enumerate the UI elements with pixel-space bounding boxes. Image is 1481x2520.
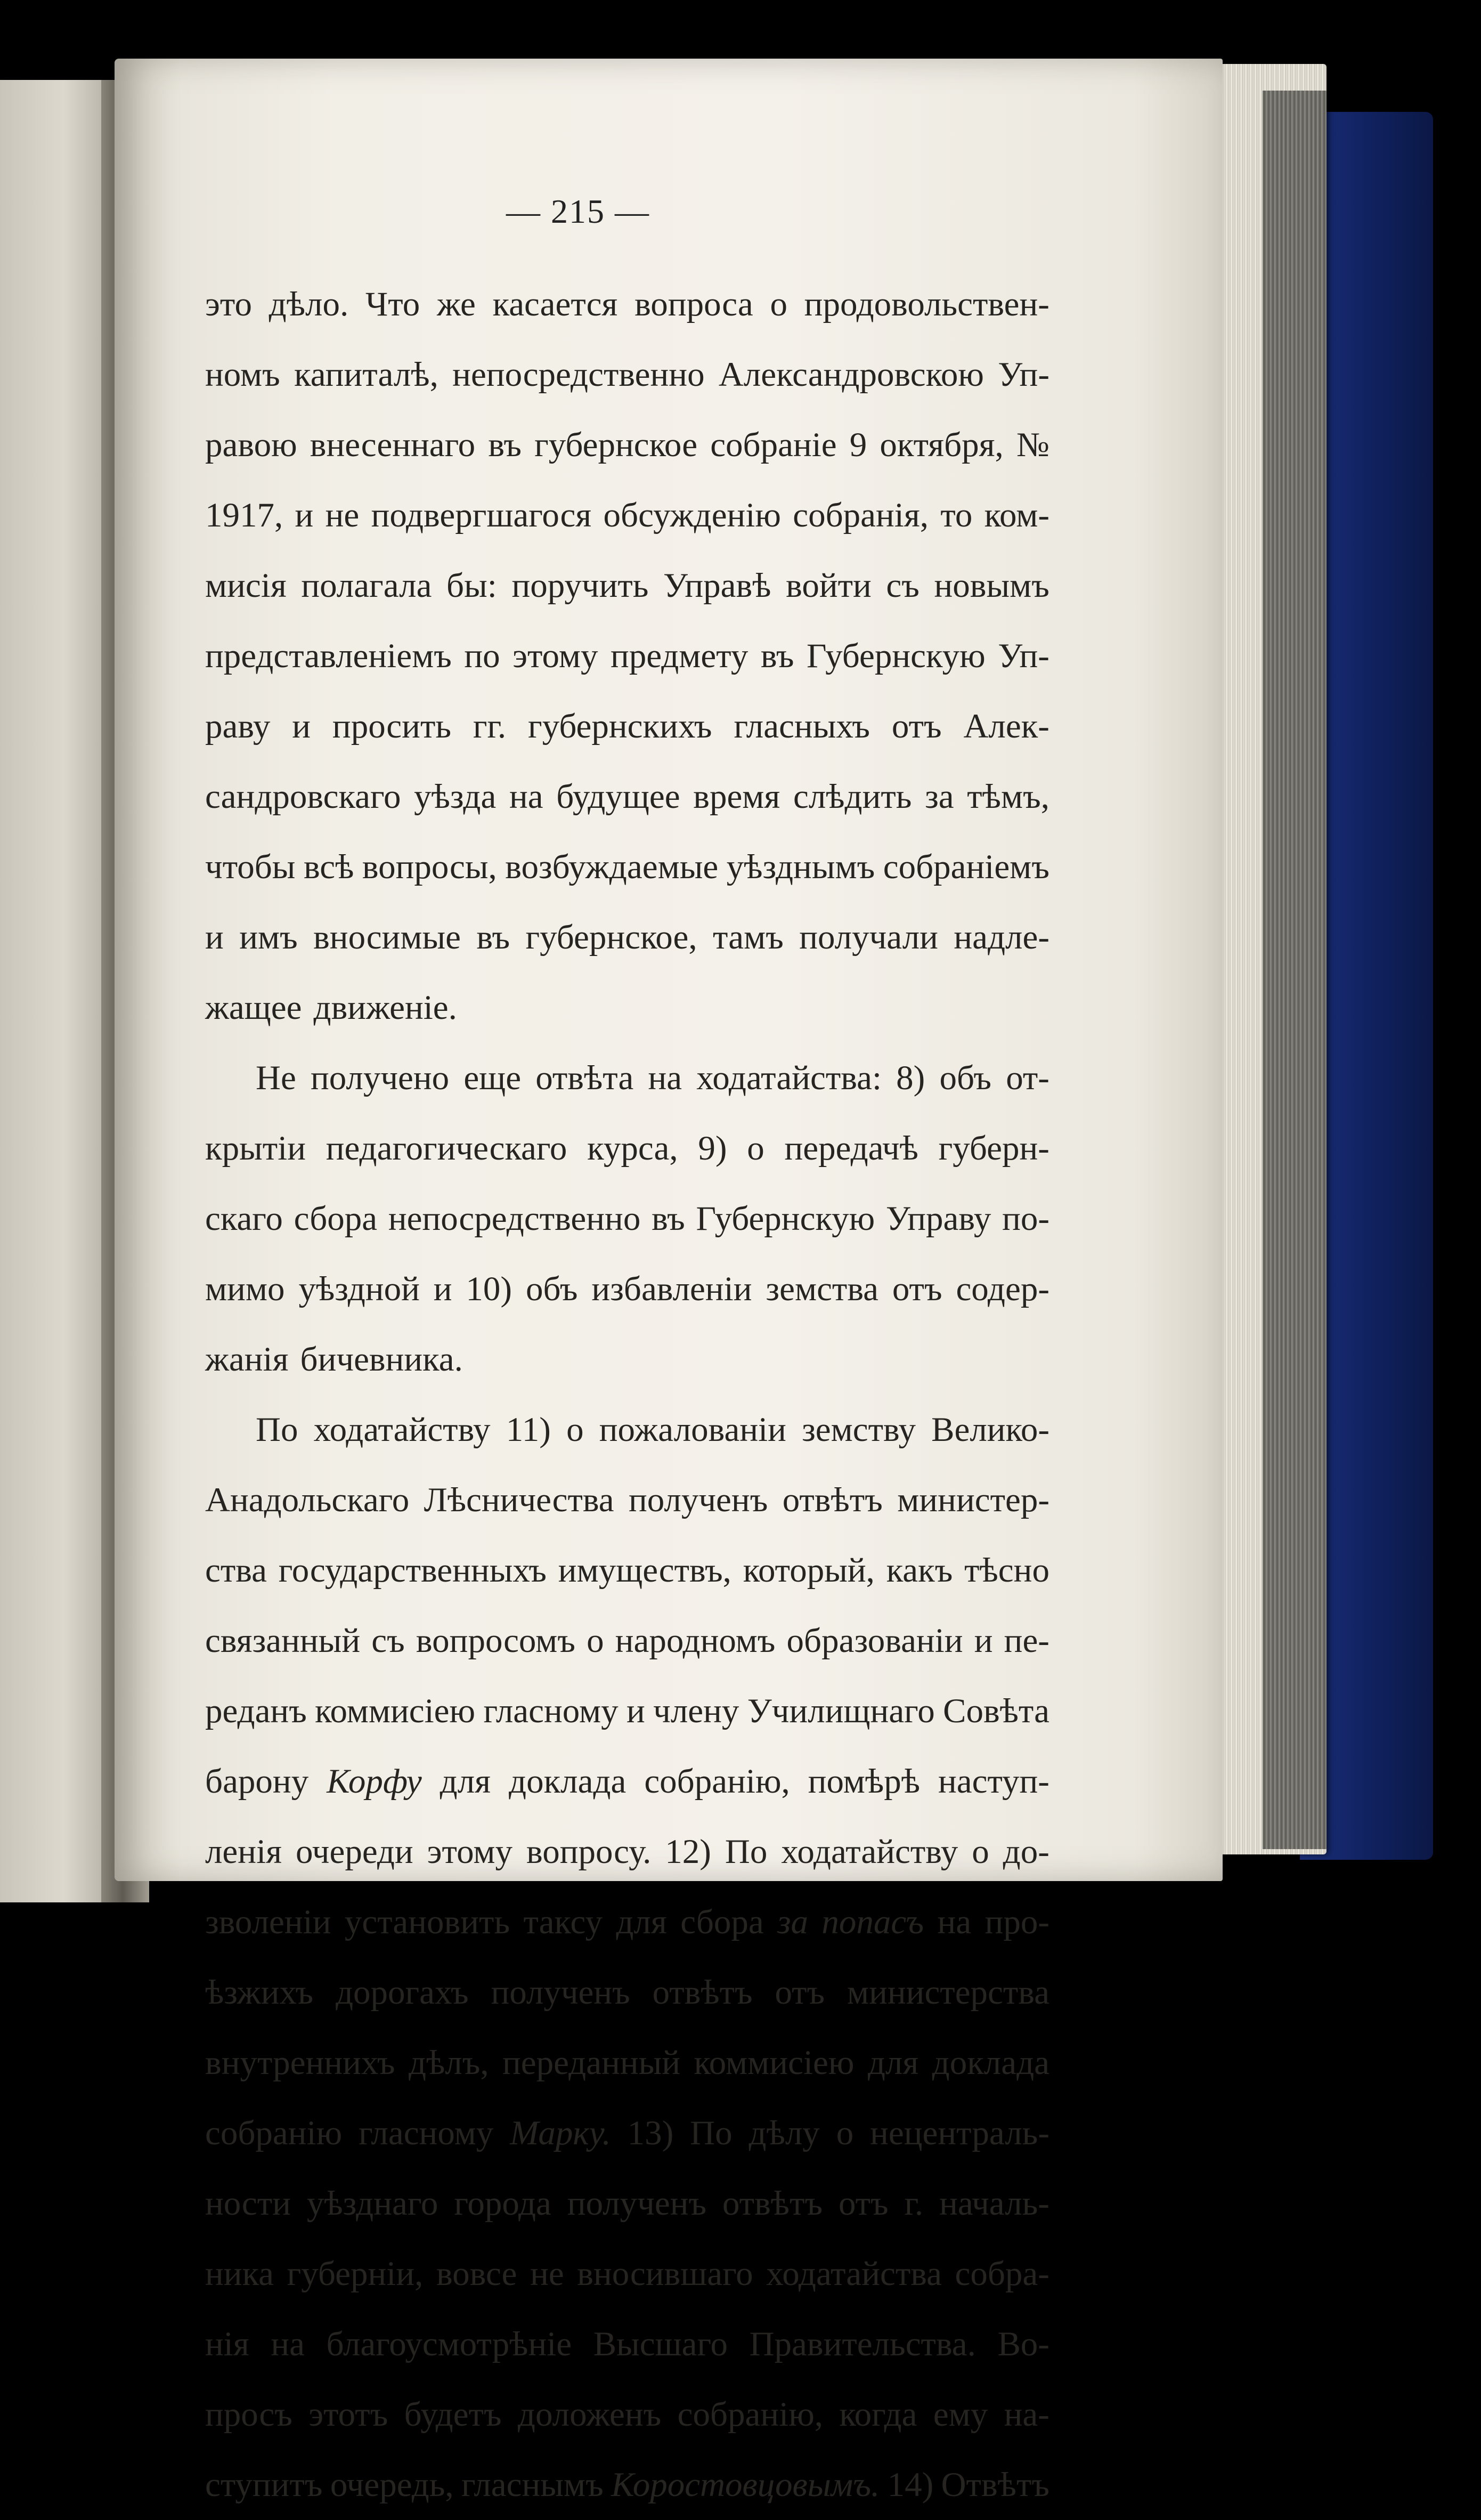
word: скаго <box>205 1200 283 1238</box>
text-line <box>205 2168 1049 2239</box>
word: дѣло. <box>268 285 349 323</box>
text-line <box>205 2309 1049 2379</box>
word: это <box>205 285 252 323</box>
word: чтобы <box>205 848 296 886</box>
word: гласному <box>483 1692 619 1730</box>
word: непосредственно <box>388 1200 641 1238</box>
word: полученъ <box>629 1481 768 1519</box>
word: на <box>648 1059 682 1097</box>
word: № <box>1016 426 1049 464</box>
word: Во- <box>997 2325 1049 2363</box>
word: образованіи <box>786 1622 963 1660</box>
text-line <box>205 2028 1049 2098</box>
word: 13) <box>627 2114 674 2152</box>
word: земству <box>802 1411 916 1449</box>
word: передачѣ <box>784 1129 918 1168</box>
italic-word: Корфу <box>327 1762 422 1801</box>
word: Высшаго <box>593 2325 728 2363</box>
word: от- <box>1006 1059 1049 1097</box>
text-line <box>205 1535 1049 1606</box>
word: обсужденію <box>603 496 781 534</box>
word: на <box>509 777 543 816</box>
word: Александровскою <box>718 355 984 394</box>
word: получали <box>799 918 938 957</box>
word: помѣрѣ <box>808 1762 920 1801</box>
text-line <box>205 1957 1049 2028</box>
text-line <box>205 832 1049 902</box>
word: собранія, <box>793 496 929 534</box>
word: жанія <box>205 1340 289 1379</box>
word: пе- <box>1004 1622 1049 1660</box>
word: про- <box>984 1903 1049 1941</box>
text-line <box>205 1043 1049 1113</box>
word: за <box>925 777 954 816</box>
word: для <box>440 1762 491 1801</box>
word: непосредственно <box>452 355 705 394</box>
word: зволеніи <box>205 1903 331 1941</box>
word: и <box>626 1692 645 1730</box>
word: Правительства. <box>749 2325 976 2363</box>
word: Лѣсничества <box>424 1481 614 1519</box>
word: надле- <box>954 918 1049 957</box>
word: Алек- <box>963 707 1049 746</box>
word: отъ <box>891 707 942 746</box>
word: представленіемъ <box>205 637 452 675</box>
word: 10) <box>466 1270 512 1308</box>
word: бичевника. <box>300 1340 463 1379</box>
word: Уп- <box>998 637 1049 675</box>
page-edges-shadow <box>1263 91 1327 1849</box>
word: Что <box>365 285 420 323</box>
text-line <box>205 1606 1049 1676</box>
text-line <box>205 550 1049 621</box>
word: по- <box>1002 1200 1049 1238</box>
word: собранію <box>205 2114 343 2152</box>
word: 14) <box>887 2466 934 2504</box>
word: внесеннаго <box>310 426 476 464</box>
word: касается <box>492 285 618 323</box>
word: собраніе <box>710 426 837 464</box>
word: связанный <box>205 1622 361 1660</box>
italic-word: попасъ <box>821 1903 924 1941</box>
text-line <box>205 2379 1049 2450</box>
word: отвѣтъ <box>652 1973 753 2012</box>
word: о <box>747 1129 764 1168</box>
word: дѣлу <box>748 2114 820 2152</box>
word: будущее <box>556 777 680 816</box>
word: барону <box>205 1762 309 1801</box>
word: ходатайству <box>781 1833 958 1871</box>
text-line <box>205 2450 1049 2520</box>
word: министер- <box>897 1481 1049 1519</box>
word: уѣзда <box>414 777 497 816</box>
word: государственныхъ <box>278 1551 547 1590</box>
word: вопроса <box>634 285 753 323</box>
text-line <box>205 1184 1049 1254</box>
word: земства <box>766 1270 879 1308</box>
word: собранію, <box>644 1762 790 1801</box>
text-line <box>205 269 1049 339</box>
word: отъ <box>892 1270 942 1308</box>
word: 11) <box>506 1411 551 1449</box>
word: съ <box>371 1622 405 1660</box>
word: жащее <box>205 988 302 1027</box>
word: губерн- <box>938 1129 1049 1168</box>
text-line <box>205 410 1049 480</box>
word: губернское, <box>525 918 697 957</box>
word: этому <box>512 637 598 675</box>
page-number: — 215 — <box>506 192 650 230</box>
word: имуществъ, <box>558 1551 731 1590</box>
text-line <box>205 1817 1049 1887</box>
word: по <box>464 637 500 675</box>
word: на <box>271 2325 305 2363</box>
word: сандровскаго <box>205 777 401 816</box>
word: просить <box>332 707 451 746</box>
word: ему <box>933 2395 988 2434</box>
word: тѣмъ, <box>967 777 1049 816</box>
word: уѣздной <box>298 1270 420 1308</box>
word: равою <box>205 426 297 464</box>
word: получено <box>310 1059 450 1097</box>
text-line <box>205 1254 1049 1324</box>
word: доклада <box>932 2044 1049 2082</box>
word: ленія <box>205 1833 282 1871</box>
word: возбуждаемые <box>505 848 719 886</box>
word: и <box>974 1622 993 1660</box>
word: очередь, <box>330 2466 454 2504</box>
word: не <box>325 496 360 534</box>
word: вопросомъ <box>416 1622 575 1660</box>
word: для <box>616 1903 667 1941</box>
word: уѣзднаго <box>306 2184 438 2223</box>
word: 9) <box>698 1129 727 1168</box>
word: еще <box>463 1059 522 1097</box>
word: объ <box>939 1059 992 1097</box>
word: благоусмотрѣніе <box>326 2325 572 2363</box>
word: отвѣта <box>535 1059 634 1097</box>
word: курса, <box>587 1129 678 1168</box>
word: когда <box>839 2395 917 2434</box>
word: установить <box>344 1903 510 1941</box>
word: губерніи, <box>287 2255 424 2293</box>
word: дорогахъ <box>335 1973 469 2012</box>
word: Уп- <box>998 355 1049 394</box>
word: дѣлъ, <box>408 2044 489 2082</box>
word: октября, <box>880 426 1004 464</box>
word: новымъ <box>934 566 1049 605</box>
word: который, <box>743 1551 875 1590</box>
word: началь- <box>939 2184 1049 2223</box>
word: По <box>690 2114 733 2152</box>
word: всѣ <box>303 848 354 886</box>
word: съ <box>886 566 919 605</box>
word: губернскихъ <box>528 707 712 746</box>
word: педагогическаго <box>326 1129 567 1168</box>
word: полученъ <box>567 2184 707 2223</box>
word: будетъ <box>404 2395 502 2434</box>
word: этотъ <box>308 2395 388 2434</box>
word: ника <box>205 2255 274 2293</box>
word: По <box>256 1411 298 1449</box>
word: вовсе <box>436 2255 517 2293</box>
word: ступитъ <box>205 2466 323 2504</box>
word: мисія <box>205 566 287 605</box>
word: ства <box>205 1551 267 1590</box>
word: какъ <box>886 1551 953 1590</box>
word: народномъ <box>615 1622 776 1660</box>
word: время <box>693 777 780 816</box>
word: коммисіею <box>694 2044 855 2082</box>
word: ѣзжихъ <box>205 1973 314 2012</box>
word: крытіи <box>205 1129 306 1168</box>
word: подвергшагося <box>371 496 592 534</box>
word: раву <box>205 707 271 746</box>
word: ком- <box>984 496 1049 534</box>
word: 12) <box>665 1833 711 1871</box>
word: Совѣта <box>943 1692 1049 1730</box>
word: поручить <box>511 566 649 605</box>
text-line <box>205 1465 1049 1535</box>
word: этому <box>427 1833 512 1871</box>
word: о <box>770 285 787 323</box>
text-line <box>205 1395 1049 1465</box>
word: продовольствен- <box>804 285 1049 323</box>
word: номъ <box>205 355 280 394</box>
word: и <box>292 707 311 746</box>
word: тѣсно <box>964 1551 1049 1590</box>
word: войти <box>786 566 872 605</box>
word: о <box>566 1411 584 1449</box>
word: собранію, <box>677 2395 824 2434</box>
text-line <box>205 902 1049 973</box>
word: таксу <box>523 1903 603 1941</box>
word: Управу <box>885 1200 991 1238</box>
word: предмету <box>610 637 748 675</box>
word: вносившаго <box>577 2255 753 2293</box>
text-line <box>205 621 1049 691</box>
word: полученъ <box>491 1973 630 2012</box>
word: содер- <box>956 1270 1049 1308</box>
word: собра- <box>955 2255 1049 2293</box>
word: нецентраль- <box>870 2114 1049 2152</box>
word: слѣдить <box>793 777 912 816</box>
word: коммисіею <box>315 1692 476 1730</box>
word: Училищнаго <box>747 1692 935 1730</box>
word: о <box>972 1833 989 1871</box>
word: наступ- <box>938 1762 1049 1801</box>
word: объ <box>525 1270 578 1308</box>
word: о <box>836 2114 854 2152</box>
word: на- <box>1004 2395 1049 2434</box>
word: избавленіи <box>591 1270 752 1308</box>
word: просъ <box>205 2395 292 2434</box>
text-line <box>205 2239 1049 2309</box>
word: отъ <box>775 1973 825 2012</box>
word: полагала <box>301 566 432 605</box>
word: ходатайства <box>766 2255 942 2293</box>
text-line <box>205 973 1049 1043</box>
word: о <box>587 1622 604 1660</box>
word: въ <box>652 1200 685 1238</box>
word: отъ <box>839 2184 889 2223</box>
word: собраніемъ <box>883 848 1049 886</box>
word: гласныхъ <box>734 707 870 746</box>
word: сбора <box>680 1903 764 1941</box>
word: внутреннихъ <box>205 2044 395 2082</box>
text-line <box>205 1887 1049 1957</box>
word: Отвѣтъ <box>941 2466 1049 2504</box>
word: ходатайству <box>313 1411 491 1449</box>
word: въ <box>488 426 522 464</box>
italic-word: Коростовцовымъ. <box>611 2466 880 2504</box>
word: мимо <box>205 1270 285 1308</box>
word: Губернскую <box>807 637 986 675</box>
text-line <box>205 2098 1049 2168</box>
text-line <box>205 480 1049 550</box>
text-line <box>205 1113 1049 1184</box>
word: отвѣтъ <box>722 2184 823 2223</box>
word: переданный <box>502 2044 681 2082</box>
word: ходатайства: <box>696 1059 882 1097</box>
word: 8) <box>896 1059 925 1097</box>
word: ности <box>205 2184 291 2223</box>
word: очереди <box>295 1833 413 1871</box>
word: до- <box>1003 1833 1049 1871</box>
word: и <box>295 496 314 534</box>
word: вопросу. <box>526 1833 652 1871</box>
word: пожалованіи <box>599 1411 786 1449</box>
word: капиталѣ, <box>294 355 438 394</box>
word: же <box>436 285 476 323</box>
word: нія <box>205 2325 249 2363</box>
word: Управѣ <box>663 566 771 605</box>
word: тамъ <box>713 918 784 957</box>
word: Велико- <box>931 1411 1049 1449</box>
word: на <box>937 1903 972 1941</box>
word: и <box>205 918 224 957</box>
word: По <box>725 1833 768 1871</box>
word: 9 <box>849 426 867 464</box>
word: доклада <box>509 1762 626 1801</box>
word: въ <box>476 918 510 957</box>
text-line <box>205 761 1049 832</box>
word: вопросы, <box>362 848 497 886</box>
word: гг. <box>473 707 507 746</box>
word: гласнымъ <box>461 2466 604 2504</box>
word: г. <box>904 2184 924 2223</box>
word: движеніе. <box>313 988 457 1027</box>
word: бы: <box>446 566 497 605</box>
word: въ <box>760 637 794 675</box>
text-line <box>205 339 1049 410</box>
word: Не <box>256 1059 296 1097</box>
italic-word: за <box>777 1903 809 1941</box>
page-text <box>205 269 1049 2520</box>
word: сбора <box>294 1200 378 1238</box>
word: члену <box>653 1692 739 1730</box>
word: реданъ <box>205 1692 307 1730</box>
word: не <box>530 2255 564 2293</box>
word: отвѣтъ <box>782 1481 883 1519</box>
text-line <box>205 1676 1049 1746</box>
word: для <box>867 2044 919 2082</box>
word: уѣзднымъ <box>726 848 875 886</box>
italic-word: Марку. <box>510 2114 611 2152</box>
word: министерства <box>847 1973 1049 2012</box>
word: Губернскую <box>696 1200 875 1238</box>
text-line <box>205 691 1049 761</box>
word: гласному <box>359 2114 494 2152</box>
text-line <box>205 1746 1049 1817</box>
word: то <box>940 496 973 534</box>
word: доложенъ <box>517 2395 662 2434</box>
text-line <box>205 1324 1049 1395</box>
word: города <box>454 2184 551 2223</box>
word: губернское <box>534 426 698 464</box>
word: Анадольскаго <box>205 1481 410 1519</box>
word: вносимые <box>313 918 461 957</box>
word: 1917, <box>205 496 283 534</box>
word: имъ <box>239 918 298 957</box>
word: и <box>433 1270 452 1308</box>
